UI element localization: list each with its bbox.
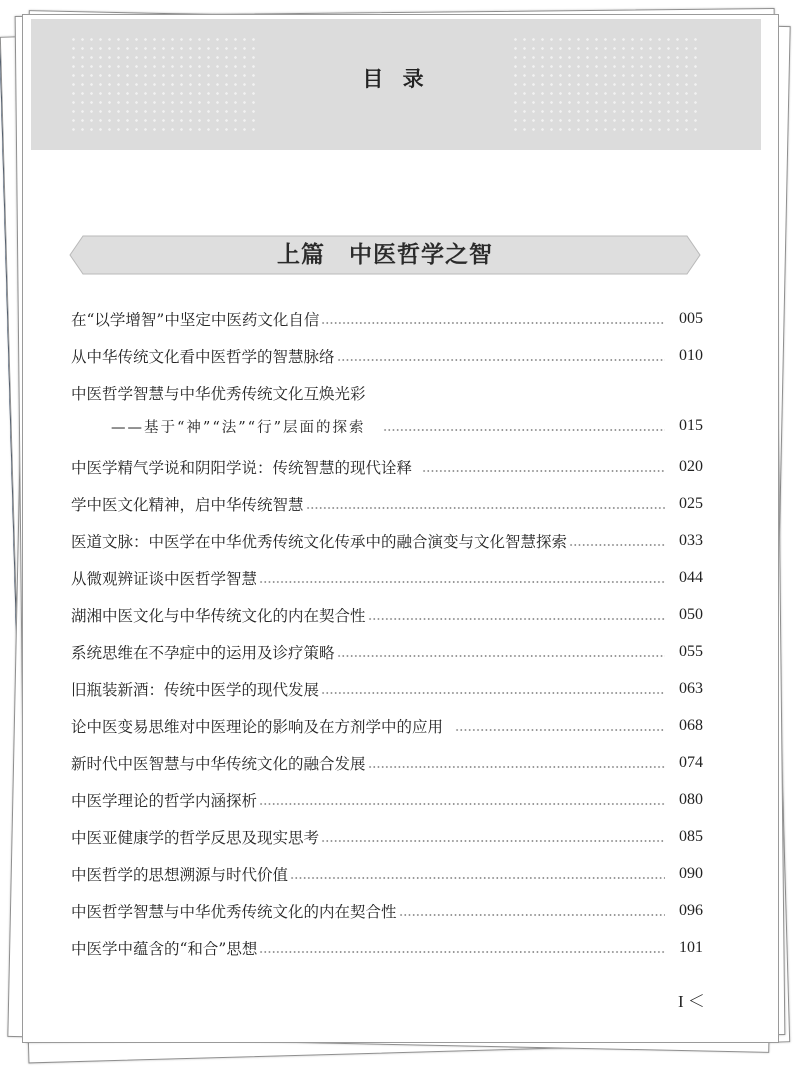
toc-entry-page: 050 bbox=[679, 606, 703, 623]
dot-leader bbox=[321, 322, 665, 324]
toc-entry-page: 090 bbox=[679, 865, 703, 882]
toc-entry-page: 025 bbox=[679, 495, 703, 512]
toc-entry-page: 101 bbox=[679, 939, 703, 956]
toc-entry[interactable] bbox=[71, 860, 703, 888]
toc-entry-page: 068 bbox=[679, 717, 703, 734]
toc-entry[interactable] bbox=[71, 823, 703, 851]
dot-leader bbox=[337, 655, 665, 657]
toc-entry-title: 中医学精气学说和阴阳学说：传统智慧的现代诠释 bbox=[71, 459, 413, 477]
toc-entry-title: 从微观辨证谈中医哲学智慧 bbox=[71, 570, 258, 588]
toc-entry-title: 系统思维在不孕症中的运用及诊疗策略 bbox=[71, 644, 335, 662]
dot-leader bbox=[337, 359, 665, 361]
toc-entry-title: 中医亚健康学的哲学反思及现实思考 bbox=[71, 829, 320, 847]
toc-entry-title: 湖湘中医文化与中华传统文化的内在契合性 bbox=[71, 607, 366, 625]
toc-entry-title: 论中医变易思维对中医理论的影响及在方剂学中的应用 bbox=[71, 718, 444, 736]
page-folio: I ＜ bbox=[678, 992, 705, 1011]
toc-entry-page: 044 bbox=[679, 569, 703, 586]
toc-entry-title: 在“以学增智”中坚定中医药文化自信 bbox=[71, 311, 320, 329]
toc-entry-title: 旧瓶装新酒：传统中医学的现代发展 bbox=[71, 681, 320, 699]
toc-entry-title: 新时代中医智慧与中华传统文化的融合发展 bbox=[71, 755, 366, 773]
toc-entry[interactable] bbox=[71, 527, 703, 555]
toc-entry-page: 015 bbox=[679, 417, 703, 434]
toc-entry-title: 中医学理论的哲学内涵探析 bbox=[71, 792, 258, 810]
page-title: 目 录 bbox=[362, 67, 430, 91]
dot-leader bbox=[259, 581, 665, 583]
dot-leader bbox=[422, 470, 665, 472]
dot-leader bbox=[383, 429, 665, 431]
toc-entry-title: 中医哲学智慧与中华优秀传统文化互焕光彩 bbox=[71, 385, 366, 403]
dot-leader bbox=[569, 544, 665, 546]
toc-page bbox=[22, 14, 779, 1043]
toc-entry[interactable] bbox=[71, 675, 703, 703]
toc-entry-page: 063 bbox=[679, 680, 703, 697]
toc-entry[interactable] bbox=[71, 897, 703, 925]
toc-entry[interactable] bbox=[71, 490, 703, 518]
dot-leader bbox=[368, 618, 665, 620]
dot-leader bbox=[455, 729, 665, 731]
dot-leader bbox=[321, 840, 665, 842]
toc-entry[interactable] bbox=[71, 749, 703, 777]
toc-entry[interactable] bbox=[71, 934, 703, 962]
toc-entry[interactable] bbox=[71, 305, 703, 333]
toc-entry-page: 085 bbox=[679, 828, 703, 845]
toc-entry-title: 学中医文化精神，启中华传统智慧 bbox=[71, 496, 304, 514]
toc-entry[interactable] bbox=[71, 638, 703, 666]
toc-entry-page: 074 bbox=[679, 754, 703, 771]
dot-leader bbox=[321, 692, 665, 694]
dot-leader bbox=[290, 877, 665, 879]
dot-leader bbox=[368, 766, 665, 768]
toc-entry-page: 096 bbox=[679, 902, 703, 919]
toc-entry[interactable] bbox=[71, 712, 703, 740]
toc-entry[interactable] bbox=[71, 786, 703, 814]
toc-entry-page: 020 bbox=[679, 458, 703, 475]
toc-entry-subtitle[interactable] bbox=[71, 412, 703, 440]
dot-leader bbox=[259, 803, 665, 805]
toc-entry[interactable] bbox=[71, 453, 703, 481]
toc-entry[interactable] bbox=[71, 342, 703, 370]
toc-entry-title: 中医哲学的思想溯源与时代价值 bbox=[71, 866, 289, 884]
toc-entry-page: 005 bbox=[679, 310, 703, 327]
toc-entry-title: 从中华传统文化看中医哲学的智慧脉络 bbox=[71, 348, 335, 366]
toc-entry-page: 055 bbox=[679, 643, 703, 660]
toc-entry-page: 033 bbox=[679, 532, 703, 549]
toc-entry[interactable] bbox=[71, 601, 703, 629]
section-banner bbox=[69, 235, 701, 275]
toc-entry-page: 080 bbox=[679, 791, 703, 808]
section-title: 上篇 中医哲学之智 bbox=[277, 241, 493, 268]
toc-entry-title: ——基于“神”“法”“行”层面的探索 bbox=[111, 419, 366, 436]
dot-leader bbox=[306, 507, 665, 509]
toc-entry[interactable] bbox=[71, 564, 703, 592]
toc-entry-page: 010 bbox=[679, 347, 703, 364]
toc-entry-title: 中医哲学智慧与中华优秀传统文化的内在契合性 bbox=[71, 903, 397, 921]
toc-entry-title: 中医学中蕴含的“和合”思想 bbox=[71, 940, 258, 958]
dot-leader bbox=[399, 914, 665, 916]
toc-entry-title: 医道文脉：中医学在中华优秀传统文化传承中的融合演变与文化智慧探索 bbox=[71, 533, 568, 551]
header-band bbox=[31, 19, 761, 150]
toc-entry[interactable] bbox=[71, 379, 703, 407]
dot-leader bbox=[259, 951, 665, 953]
